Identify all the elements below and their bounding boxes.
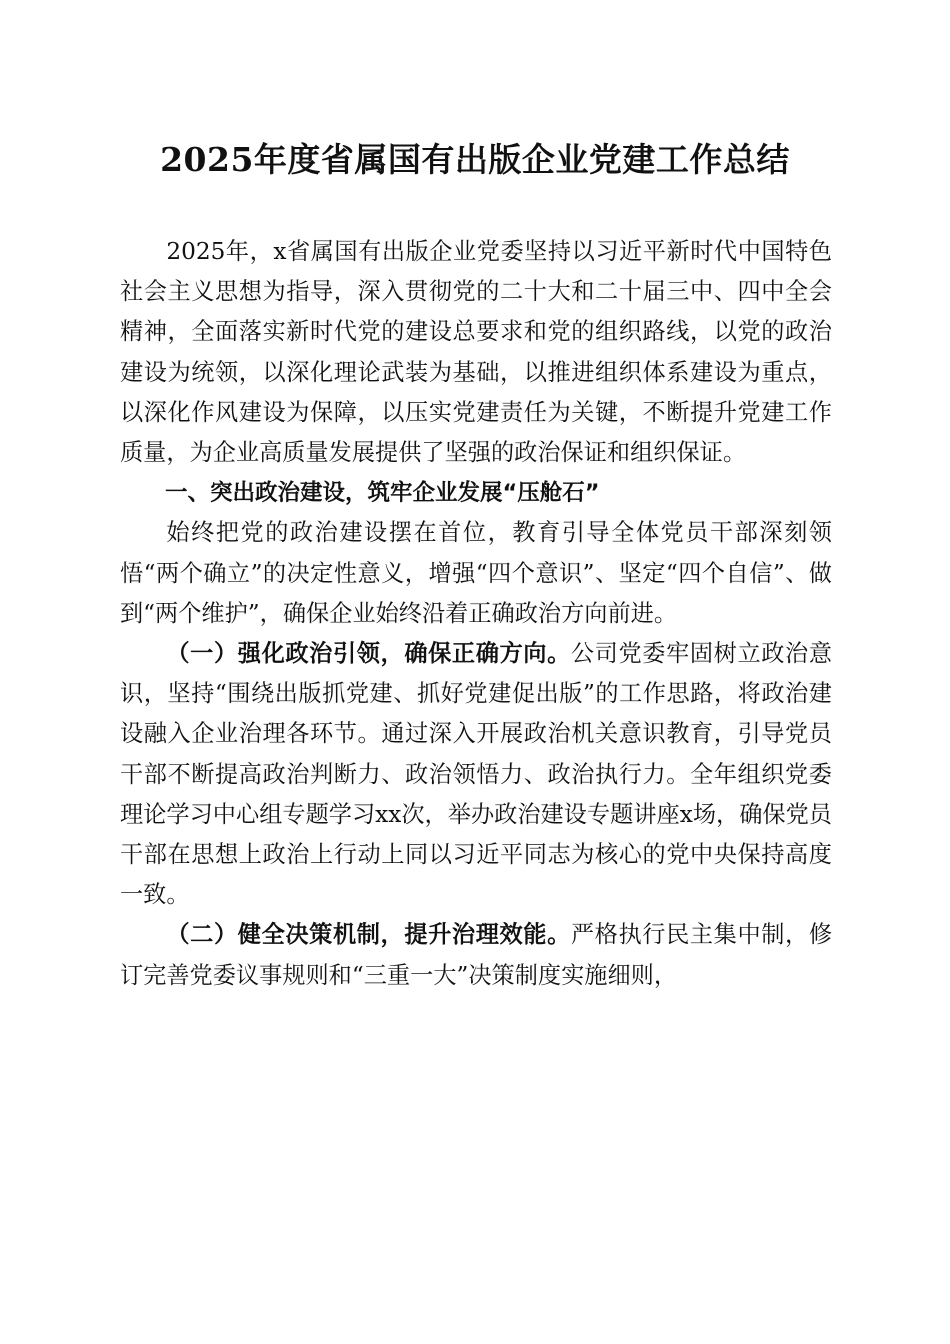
document-body [120, 232, 832, 996]
intro-paragraph: 2025年，x省属国有出版企业党委坚持以习近平新时代中国特色社会主义思想为指导，深入贯彻党的二十大和二十届三中、四中全会精神，全面落实新时代党的建设总要求和党的组织路线，以党的政治建设为统领，以深化理论武装为基础，以推进组织体系建设为重点，以深化作风建设为保障，以压实党建责任为关键，不断提升党建工作质量，为企业高质量发展提供了坚强的政治保证和组织保证。 [120, 238, 832, 467]
subsection-text: 公司党委牢固树立政治意识，坚持“围绕出版抓党建、抓好党建促出版”的工作思路，将政治建设融入企业治理各环节。通过深入开展政治机关意识教育，引导党员干部不断提高政治判断力、政治领悟力、政治执行力。全年组织党委理论学习中心组专题学习xx次，举办政治建设专题讲座x场，确保党员干部在思想上政治上行动上同以习近平同志为核心的党中央保持高度一致。 [120, 640, 833, 909]
subsection-heading: （二）健全决策机制，提升治理效能。 [166, 921, 571, 949]
subsection-text: 严格执行民主集中制，修订完善党委议事规则和“三重一大”决策制度实施细则， [120, 921, 833, 989]
subsection-paragraph [120, 915, 832, 995]
section-heading: 一、突出政治建设，筑牢企业发展“压舱石” [165, 480, 600, 507]
section-intro-paragraph: 始终把党的政治建设摆在首位，教育引导全体党员干部深刻领悟“两个确立”的决定性意义，增强“四个意识”、坚定“四个自信”、做到“两个维护”，确保企业始终沿着正确政治方向前进。 [120, 519, 832, 627]
subsection-paragraph [120, 634, 832, 915]
document-title: 2025年度省属国有出版企业党建工作总结 [160, 140, 790, 179]
subsection-heading: （一）强化政治引领，确保正确方向。 [166, 640, 571, 668]
